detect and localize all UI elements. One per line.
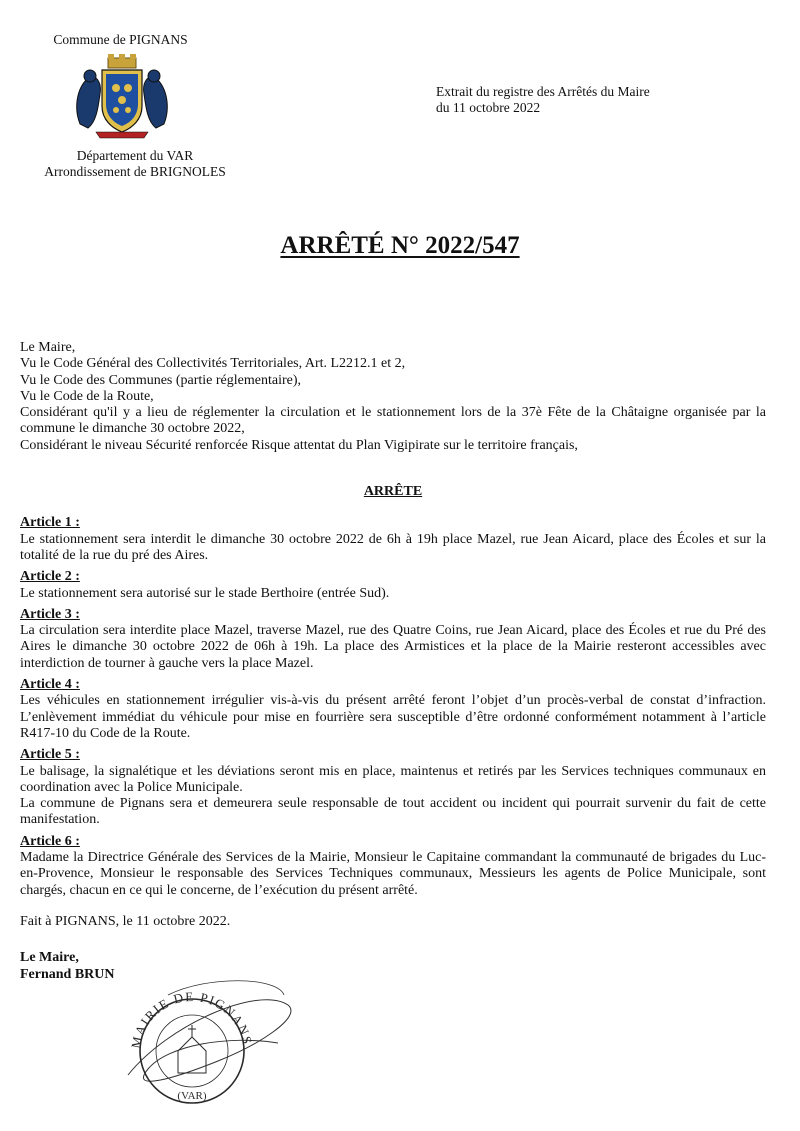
article-text: Le balisage, la signalétique et les déviations seront mis en place, maintenus et retirés par les Services techniques communaux en coordination avec la Police Municipale. [20, 763, 766, 795]
department-block [30, 148, 240, 180]
preamble-line: Le Maire, [20, 340, 76, 355]
article-heading: Article 1 : [20, 515, 80, 531]
stamp-sub: (VAR) [177, 1090, 207, 1102]
stamp-text: MAIRIE DE PIGNANS [127, 988, 256, 1050]
preamble-line: Vu le Code Général des Collectivités Territoriales, Art. L2212.1 et 2, [20, 356, 406, 372]
commune-name: Commune de PIGNANS [53, 32, 188, 47]
article-text: Le stationnement sera interdit le dimanche 30 octobre 2022 de 6h à 19h place Mazel, rue Jean Aicard, place des Écoles et sur la totalité de la rue du pré des Aires. [20, 531, 766, 563]
register-extract [436, 84, 650, 116]
extract-line-2: du 11 octobre 2022 [436, 100, 541, 115]
article-text: Madame la Directrice Générale des Services de la Mairie, Monsieur le Capitaine commandant la communauté de brigades du Luc-en-Provence, Monsieur le responsable des Services Techniques communaux, Messieurs les agents de Police Municipale, sont chargés, chacun en ce qui le concerne, de l’exécution du présent arrêté. [20, 850, 766, 898]
preamble-line: Vu le Code des Communes (partie réglementaire), [20, 372, 302, 388]
article-text: Le stationnement sera autorisé sur le stade Berthoire (entrée Sud). [20, 585, 390, 601]
article-text: La circulation sera interdite place Mazel, traverse Mazel, rue des Quatre Coins, rue Jean Aicard, place des Écoles et rue du Pré des Aires le dimanche 30 octobre 2022 de 06h à 19h. La place des Armistices et la place de la Mairie resteront accessibles avec interdiction de tourner à gauche vers la place Mazel. [20, 623, 766, 671]
signatory-name: Fernand BRUN [20, 966, 115, 982]
closing-line: Fait à PIGNANS, le 11 octobre 2022. [20, 913, 231, 929]
decree-heading: ARRÊTE [363, 484, 423, 500]
signatory-role: Le Maire, [20, 950, 79, 966]
mairie-stamp-icon [108, 965, 298, 1105]
article-heading: Article 3 : [20, 606, 80, 622]
preamble-line: Vu le Code de la Route, [20, 388, 154, 404]
extract-line-1: Extrait du registre des Arrêtés du Maire [436, 84, 650, 99]
document-body [20, 340, 766, 983]
article-heading: Article 5 : [20, 747, 80, 763]
coat-of-arms-icon [66, 54, 178, 140]
preamble-line: Considérant le niveau Sécurité renforcée Risque attentat du Plan Vigipirate sur le territoire français, [20, 437, 578, 453]
preamble-line: Considérant qu'il y a lieu de réglementer la circulation et le stationnement lors de la 37è Fête de la Châtaigne organisée par la commune le dimanche 30 octobre 2022, [20, 405, 766, 437]
article-text: La commune de Pignans sera et demeurera seule responsable de tout accident ou incident qui pourrait survenir du fait de cette manifestation. [20, 796, 766, 828]
article-text: Les véhicules en stationnement irrégulier vis-à-vis du présent arrêté feront l’objet d’un procès-verbal de constat d’infraction. L’enlèvement immédiat du véhicule pour mise en fourrière sera susceptible d’être ordonné conformément notamment à l’article R417-10 du Code de la Route. [20, 693, 766, 741]
arrondissement-line: Arrondissement de BRIGNOLES [44, 164, 226, 179]
document-title: ARRÊTÉ N° 2022/547 [280, 232, 520, 259]
article-heading: Article 4 : [20, 677, 80, 693]
article-heading: Article 2 : [20, 569, 80, 585]
department-line: Département du VAR [76, 148, 194, 163]
article-heading: Article 6 : [20, 833, 80, 849]
